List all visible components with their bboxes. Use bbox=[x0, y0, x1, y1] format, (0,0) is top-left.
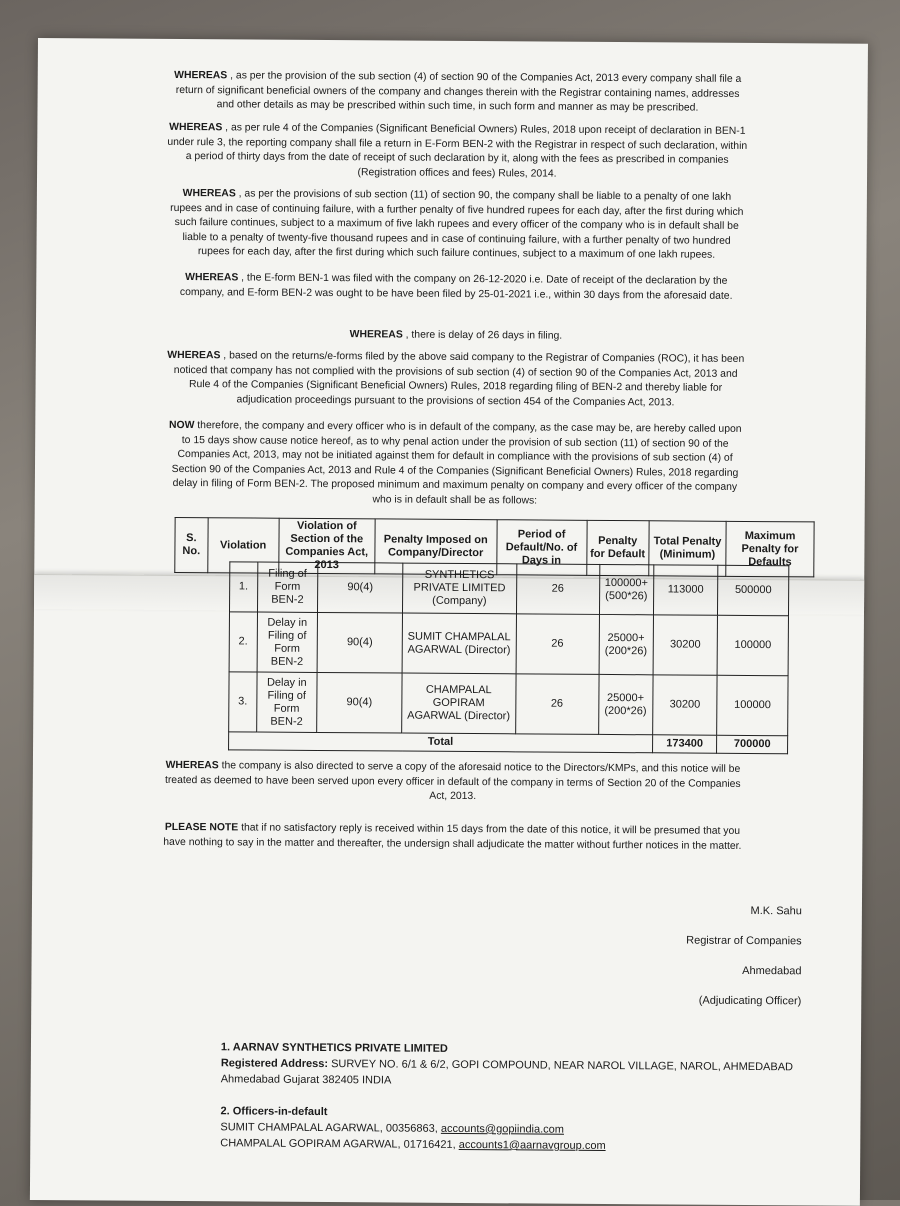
signatory-name: M.K. Sahu bbox=[750, 904, 802, 918]
whereas-paragraph-4: WHEREAS , the E-form BEN-1 was filed with the company on 26-12-2020 i.e. Date of receipt of the declaration by the company, and E-form BEN-2 was ought to be have been filed by 25-01-2021 i.e., within 30 days from the aforesaid date. bbox=[179, 272, 733, 302]
officers-heading: 2. Officers-in-default bbox=[220, 1105, 328, 1119]
officer-line-1: SUMIT CHAMPALAL AGARWAL, 00356863, accounts@gopiindia.com bbox=[220, 1121, 565, 1136]
now-therefore-paragraph: NOW therefore, the company and every officer who is in default of the company, as the case may be, are hereby called upon to 15 days show cause notice hereof, as to why penal action under the provision of sub section (11) of section 90 of the Companies Act, 2013, may not be initiated against them for default in compliance with the provisions of sub section (4) of Section 90 of the Companies Act, 2013 and Rule 4 of the Companies (Significant Beneficial Owners) Rules, 2018 regarding delay in filing of Form BEN-2. The proposed minimum and maximum penalty on company and every officer of the company who is in default shall be as follows: bbox=[168, 419, 742, 507]
whereas-serve-paragraph: WHEREAS the company is also directed to serve a copy of the aforesaid notice to the Directors/KMPs, and this notice will be treated as deemed to have been served upon every officer in default of the company in terms of Section 20 of the Companies Act, 2013. bbox=[164, 759, 741, 803]
officer-line-2: CHAMPALAL GOPIRAM AGARWAL, 01716421, accounts1@aarnavgroup.com bbox=[220, 1137, 606, 1152]
table-row: 1. Filing of Form BEN-2 90(4) SYNTHETICS PRIVATE LIMITED (Company) 26 100000+ (500*26) 113000 500000 bbox=[229, 562, 788, 616]
col-section: Violation of Section of the Companies Act, 2013 bbox=[278, 518, 375, 574]
table-row: 3. Delay in Filing of Form BEN-2 90(4) CHAMPALAL GOPIRAM AGARWAL (Director) 26 25000+ (200*26) 30200 100000 bbox=[229, 672, 788, 736]
col-imposed-on: Penalty Imposed on Company/Director bbox=[375, 519, 497, 575]
whereas-paragraph-5: WHEREAS , there is delay of 26 days in filing. bbox=[349, 329, 563, 342]
registered-address: Registered Address: SURVEY NO. 6/1 & 6/2, GOPI COMPOUND, NEAR NAROL VILLAGE, NAROL, AHMEDABAD bbox=[220, 1057, 794, 1074]
whereas-paragraph-3: WHEREAS , as per the provisions of sub section (11) of section 90, the company shall be liable to a penalty of one lakh rupees and in case of continuing failure, with a further penalty of five hundred rupees for each day, after the first during which such failure continues, subject to a maximum of five lakh rupees and every officer of the company who is in default shall be liable to a penalty of twenty-five thousand rupees and in case of continuing failure, with a further penalty of two hundred rupees for each day, after the first during which such failure continues, subject to a maximum of one lakh rupees. bbox=[170, 188, 744, 262]
company-heading: 1. AARNAV SYNTHETICS PRIVATE LIMITED bbox=[220, 1041, 448, 1055]
col-violation: Violation bbox=[208, 518, 279, 573]
city-line: Ahmedabad Gujarat 382405 INDIA bbox=[220, 1073, 392, 1087]
notice-page bbox=[30, 38, 868, 1206]
email-link-2[interactable]: accounts1@aarnavgroup.com bbox=[458, 1138, 606, 1152]
whereas-paragraph-6: WHEREAS , based on the returns/e-forms filed by the above said company to the Registrar of Companies (ROC), it has been noticed that company has not complied with the provisions of sub section (4) of section 90 of the Companies Act, 2013 and Rule 4 of the Companies (Significant Beneficial Owners) Rules, 2018 regarding filing of BEN-2 and thereby liable for adjudication proceedings pursuant to the provisions of section 454 of the Companies Act, 2013. bbox=[167, 349, 745, 409]
col-total: Total Penalty (Minimum) bbox=[649, 521, 727, 577]
col-penalty: Penalty for Default bbox=[586, 520, 649, 575]
penalty-table bbox=[228, 561, 789, 754]
table-total-row: Total 173400 700000 bbox=[229, 732, 788, 754]
please-note-paragraph: PLEASE NOTE that if no satisfactory reply is received within 15 days from the date of this notice, it will be presumed that you have nothing to say in the matter and thereafter, the undersign shall adjudicate the matter without further notices in the matter. bbox=[163, 821, 742, 852]
signatory-title: Registrar of Companies bbox=[686, 934, 802, 948]
whereas-paragraph-2: WHEREAS , as per rule 4 of the Companies (Significant Beneficial Owners) Rules, 2018 upon receipt of declaration in BEN-1 under rule 3, the reporting company shall file a return in E-Form BEN-2 with the Registrar in respect of such declaration, within a period of thirty days from the date of receipt of such declaration by it, along with the fees as prescribed in companies (Registration offices and fees) Rules, 2014. bbox=[167, 121, 748, 180]
col-days: Period of Default/No. of Days in bbox=[496, 520, 586, 576]
signatory-place: Ahmedabad bbox=[742, 964, 802, 978]
table-row: 2. Delay in Filing of Form BEN-2 90(4) SUMIT CHAMPALAL AGARWAL (Director) 26 25000+ (200*26) 30200 100000 bbox=[229, 612, 788, 676]
whereas-paragraph-1: WHEREAS , as per the provision of the sub section (4) of section 90 of the Companies Act, 2013 every company shall file a return of significant beneficial owners of the company and changes therein with the Registrar containing names, addresses and other details as may be prescribed within such time, in such form and manner as may be prescribed. bbox=[174, 69, 742, 114]
col-max: Maximum Penalty for Defaults bbox=[726, 521, 814, 577]
col-sno: S. No. bbox=[175, 517, 208, 572]
addressee-block bbox=[220, 1039, 793, 1155]
signatory-role: (Adjudicating Officer) bbox=[698, 994, 802, 1008]
email-link-1[interactable]: accounts@gopiindia.com bbox=[440, 1122, 565, 1136]
